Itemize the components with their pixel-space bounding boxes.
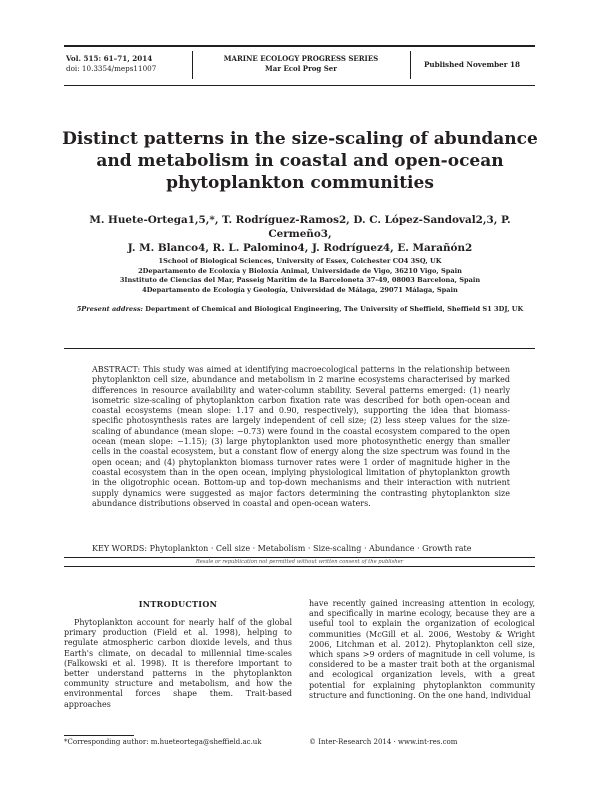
paper-title: Distinct patterns in the size-scaling of abundance and metabolism in coastal and open-ocean phytoplankton communities [62,129,538,193]
resale-notice: Resale or republication not permitted without written consent of the publisher [195,559,404,565]
volume: Vol. 515: 61–71, 2014 [66,54,153,63]
affiliation: 4Departamento de Ecología y Geología, Universidad de Málaga, 29071 Málaga, Spain [142,285,458,294]
author-line: M. Huete-Ortega1,5,*, T. Rodríguez-Ramos2, D. C. López-Sandoval2,3, P. Cermeño3, [89,214,511,240]
present-address-text: Department of Chemical and Biological Engineering, The University of Sheffield, Sheffield S1 3DJ, UK [145,305,524,313]
affiliations [70,257,530,295]
header-bottom-rule [64,85,535,86]
present-address-label: 5Present address: [76,305,143,313]
publication-date: Published November 18 [423,60,521,69]
header-citation [66,54,190,74]
affiliation: 2Departamento de Ecoloxía y Bioloxía Animal, Universidade de Vigo, 36210 Vigo, Spain [138,266,462,275]
author-list [70,213,530,255]
header-top-rule [64,45,535,47]
resale-top-rule [64,557,535,558]
affiliation: 3Instituto de Ciencias del Mar, Passeig Marítim de la Barceloneta 37-49, 08003 Barcelona, Spain [119,276,481,284]
resale-bottom-rule [64,566,535,567]
header-divider [410,51,411,79]
abstract-top-rule [64,348,535,349]
journal-name [195,54,407,74]
doi: doi: 10.3354/meps11007 [66,64,157,73]
journal-abbrev: Mar Ecol Prog Ser [265,64,337,73]
present-address [60,305,540,313]
footnote-rule [64,735,134,736]
affiliation: 1School of Biological Sciences, University of Essex, Colchester CO4 3SQ, UK [158,257,442,265]
journal-title: MARINE ECOLOGY PROGRESS SERIES [223,54,379,63]
corresponding-author: *Corresponding author: m.hueteortega@sheffield.ac.uk [64,738,262,746]
header-divider [192,51,193,79]
body-column-right: have recently gained increasing attention in ecology, and specifically in marine ecology, because they are a useful tool to explain the organization of ecological communities (McGill et al. 2006, Westoby & Wright 2006, Litchman et al. 2012). Phytoplankton cell size, which spans >9 orders of magnitude in cell volume, is considered to be a master trait both at the organismal and ecological organization levels, with a great potential for explaining phytoplankton community structure and functioning. On the one hand, individual [309,599,535,700]
copyright: © Inter-Research 2014 · www.int-res.com [309,738,458,746]
body-column-left: Phytoplankton account for nearly half of the global primary production (Field et al. 1998), helping to regulate atmospheric carbon dioxide levels, and thus Earth's climate, on decadal to millennial time-scales (Falkowski et al. 1998). It is therefore important to better understand patterns in the phytoplankton community structure and metabolism, and how the environmental forces shape them. Trait-based approaches [64,618,292,709]
abstract: ABSTRACT: This study was aimed at identifying macroecological patterns in the relationship between phytoplankton cell size, abundance and metabolism in 2 marine ecosystems characterised by marked differences in resource availability and water-column stability. Several patterns emerged: (1) nearly isometric size-scaling of phytoplankton carbon fixation rate was described for both open-ocean and coastal ecosystems (mean slope: 1.17 and 0.90, respectively), supporting the idea that biomass-specific photosynthesis rates are largely independent of cell size; (2) less steep values for the size-scaling of abundance (mean slope: −0.73) were found in the coastal ecosystem compared to the open ocean (mean slope: −1.15); (3) large phytoplankton used more photosynthetic energy than smaller cells in the coastal ecosystem, but a constant flow of energy along the size spectrum was found in the open ocean; and (4) phytoplankton biomass turnover rates were 1 order of magnitude higher in the coastal ecosystem than in the open ocean, implying physiological limitation of phytoplankton growth in the oligotrophic ocean. Bottom-up and top-down mechanisms and their interaction with nutrient supply dynamics were suggested as major factors determining the contrasting phytoplankton size abundance distributions observed in coastal and open-ocean waters. [92,365,510,508]
keywords: KEY WORDS: Phytoplankton · Cell size · Metabolism · Size-scaling · Abundance · Growth rate [92,544,472,553]
author-line: J. M. Blanco4, R. L. Palomino4, J. Rodríguez4, E. Marañón2 [127,242,473,254]
section-heading: INTRODUCTION [138,599,218,609]
